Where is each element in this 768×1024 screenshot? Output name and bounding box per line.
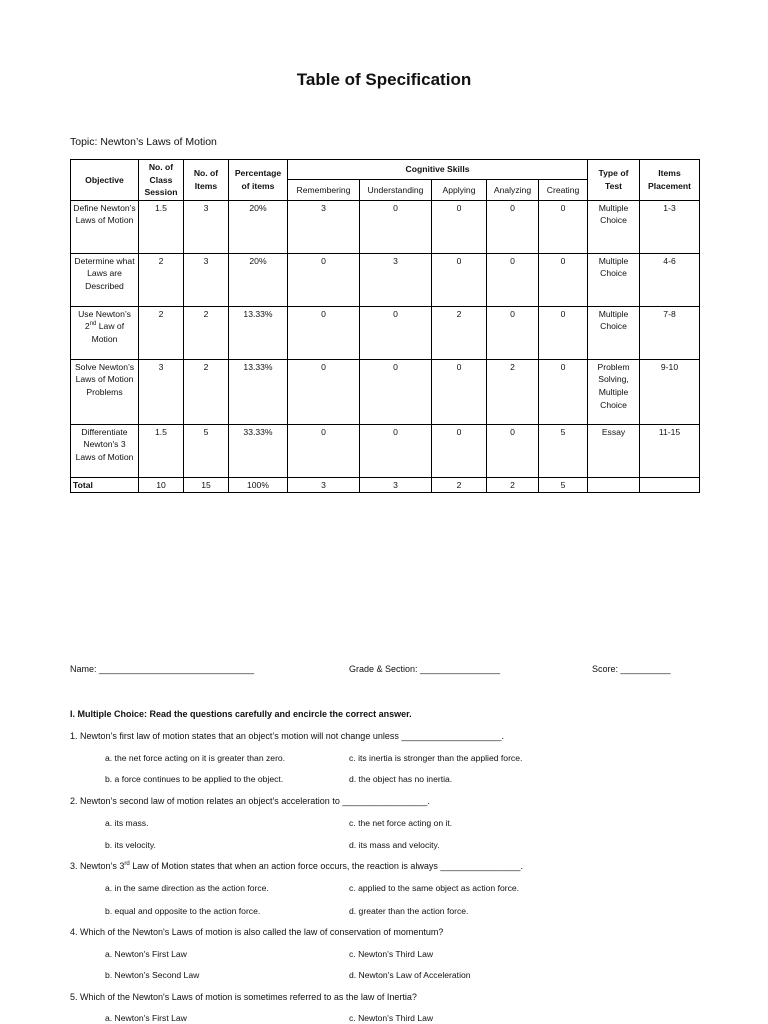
q3-option-d: d. greater than the action force. [349,906,469,916]
analyzing-cell: 0 [487,424,539,477]
applying-cell: 0 [432,359,487,424]
percentage-cell: 33.33% [229,424,288,477]
items-cell: 3 [184,253,229,306]
q4-option-b: b. Newton's Second Law [105,970,200,980]
q1-option-a: a. the net force acting on it is greater than zero. [105,753,286,763]
sessions-cell: 2 [139,306,184,359]
header-items-placement: Items Placement [640,160,700,201]
applying-cell: 0 [432,253,487,306]
q4-option-c: c. Newton's Third Law [349,949,434,959]
items-cell: 2 [184,359,229,424]
header-class-session: No. of Class Session [139,160,184,201]
q2-option-d: d. its mass and velocity. [349,840,440,850]
header-applying: Applying [432,180,487,200]
total-understanding: 3 [360,477,432,493]
q3-option-b: b. equal and opposite to the action force. [105,906,261,916]
percentage-cell: 20% [229,253,288,306]
placement-cell: 11-15 [640,424,700,477]
q2-option-a: a. its mass. [105,818,149,828]
table-row [71,359,700,424]
type-cell: Essay [588,424,640,477]
understanding-cell: 0 [360,306,432,359]
q3-option-a: a. in the same direction as the action force. [105,883,269,893]
total-items: 15 [184,477,229,493]
creating-cell: 0 [539,200,588,253]
items-cell: 5 [184,424,229,477]
question-1: 1. Newton’s first law of motion states that an object’s motion will not change unless ____________________. [70,731,504,741]
type-cell: Problem Solving, Multiple Choice [588,359,640,424]
total-applying: 2 [432,477,487,493]
table-row [71,253,700,306]
objective-cell: Solve Newton’s Laws of Motion Problems [71,359,139,424]
sessions-cell: 1.5 [139,200,184,253]
header-objective: Objective [71,160,139,201]
header-creating: Creating [539,180,588,200]
total-creating: 5 [539,477,588,493]
question-2: 2. Newton’s second law of motion relates an object’s acceleration to _________________. [70,796,430,806]
applying-cell: 0 [432,424,487,477]
table-row [71,200,700,253]
sessions-cell: 1.5 [139,424,184,477]
score-field: Score: __________ [592,664,671,674]
placement-cell: 7-8 [640,306,700,359]
applying-cell: 0 [432,200,487,253]
analyzing-cell: 0 [487,306,539,359]
percentage-cell: 13.33% [229,359,288,424]
total-analyzing: 2 [487,477,539,493]
type-cell: Multiple Choice [588,306,640,359]
placement-cell: 9-10 [640,359,700,424]
table-row [71,424,700,477]
applying-cell: 2 [432,306,487,359]
creating-cell: 0 [539,253,588,306]
ordinal-suffix: nd [89,321,97,328]
items-cell: 2 [184,306,229,359]
q4-option-d: d. Newton's Law of Acceleration [349,970,471,980]
header-percentage: Percentage of items [229,160,288,201]
creating-cell: 0 [539,359,588,424]
page-title: Table of Specification [296,70,472,89]
items-cell: 3 [184,200,229,253]
type-cell: Multiple Choice [588,253,640,306]
percentage-cell: 20% [229,200,288,253]
remembering-cell: 3 [288,200,360,253]
topic-label: Topic: Newton’s Laws of Motion [70,136,217,148]
objective-text-rest: Law of Motion [91,321,125,344]
understanding-cell: 0 [360,359,432,424]
type-cell: Multiple Choice [588,200,640,253]
total-percentage: 100% [229,477,288,493]
header-analyzing: Analyzing [487,180,539,200]
understanding-cell: 3 [360,253,432,306]
total-placement [640,477,700,493]
remembering-cell: 0 [288,253,360,306]
total-row [71,477,700,493]
objective-cell [71,306,139,359]
q1-option-b: b. a force continues to be applied to the object. [105,774,284,784]
question-3 [70,861,523,871]
remembering-cell: 0 [288,359,360,424]
table-row [71,306,700,359]
remembering-cell: 0 [288,306,360,359]
question-4: 4. Which of the Newton's Laws of motion is also called the law of conservation of momentum? [70,927,444,937]
objective-text: Use Newton’s 2 [78,308,131,332]
objective-cell: Determine what Laws are Described [71,253,139,306]
header-items: No. of Items [184,160,229,201]
q1-option-d: d. the object has no inertia. [349,774,453,784]
name-field: Name: _______________________________ [70,664,255,674]
grade-section-field: Grade & Section: ________________ [349,664,501,674]
q5-option-a: a. Newton's First Law [105,1013,187,1023]
question-5: 5. Which of the Newton's Laws of motion is sometimes referred to as the law of Inertia? [70,992,417,1002]
question-3-text: 3. Newton’s 3 [70,861,125,871]
header-type-of-test: Type of Test [588,160,640,201]
question-3-text-rest: Law of Motion states that when an action force occurs, the reaction is always ________________. [129,861,523,871]
ordinal-suffix: rd [124,861,130,867]
q4-option-a: a. Newton's First Law [105,949,187,959]
header-cognitive-skills: Cognitive Skills [288,160,588,180]
understanding-cell: 0 [360,424,432,477]
creating-cell: 0 [539,306,588,359]
remembering-cell: 0 [288,424,360,477]
q3-option-c: c. applied to the same object as action force. [349,883,520,893]
header-understanding: Understanding [360,180,432,200]
sessions-cell: 2 [139,253,184,306]
total-remembering: 3 [288,477,360,493]
q2-option-b: b. its velocity. [105,840,156,850]
understanding-cell: 0 [360,200,432,253]
total-type [588,477,640,493]
analyzing-cell: 0 [487,200,539,253]
q1-option-c: c. its inertia is stronger than the applied force. [349,753,523,763]
total-label: Total [71,477,139,493]
creating-cell: 5 [539,424,588,477]
analyzing-cell: 2 [487,359,539,424]
section-heading: I. Multiple Choice: Read the questions carefully and encircle the correct answer. [70,709,412,719]
header-remembering: Remembering [288,180,360,200]
objective-cell: Differentiate Newton's 3 Laws of Motion [71,424,139,477]
q5-option-c: c. Newton's Third Law [349,1013,434,1023]
total-sessions: 10 [139,477,184,493]
q2-option-c: c. the net force acting on it. [349,818,453,828]
objective-cell: Define Newton’s Laws of Motion [71,200,139,253]
percentage-cell: 13.33% [229,306,288,359]
sessions-cell: 3 [139,359,184,424]
placement-cell: 1-3 [640,200,700,253]
analyzing-cell: 0 [487,253,539,306]
specification-table [70,159,700,493]
placement-cell: 4-6 [640,253,700,306]
